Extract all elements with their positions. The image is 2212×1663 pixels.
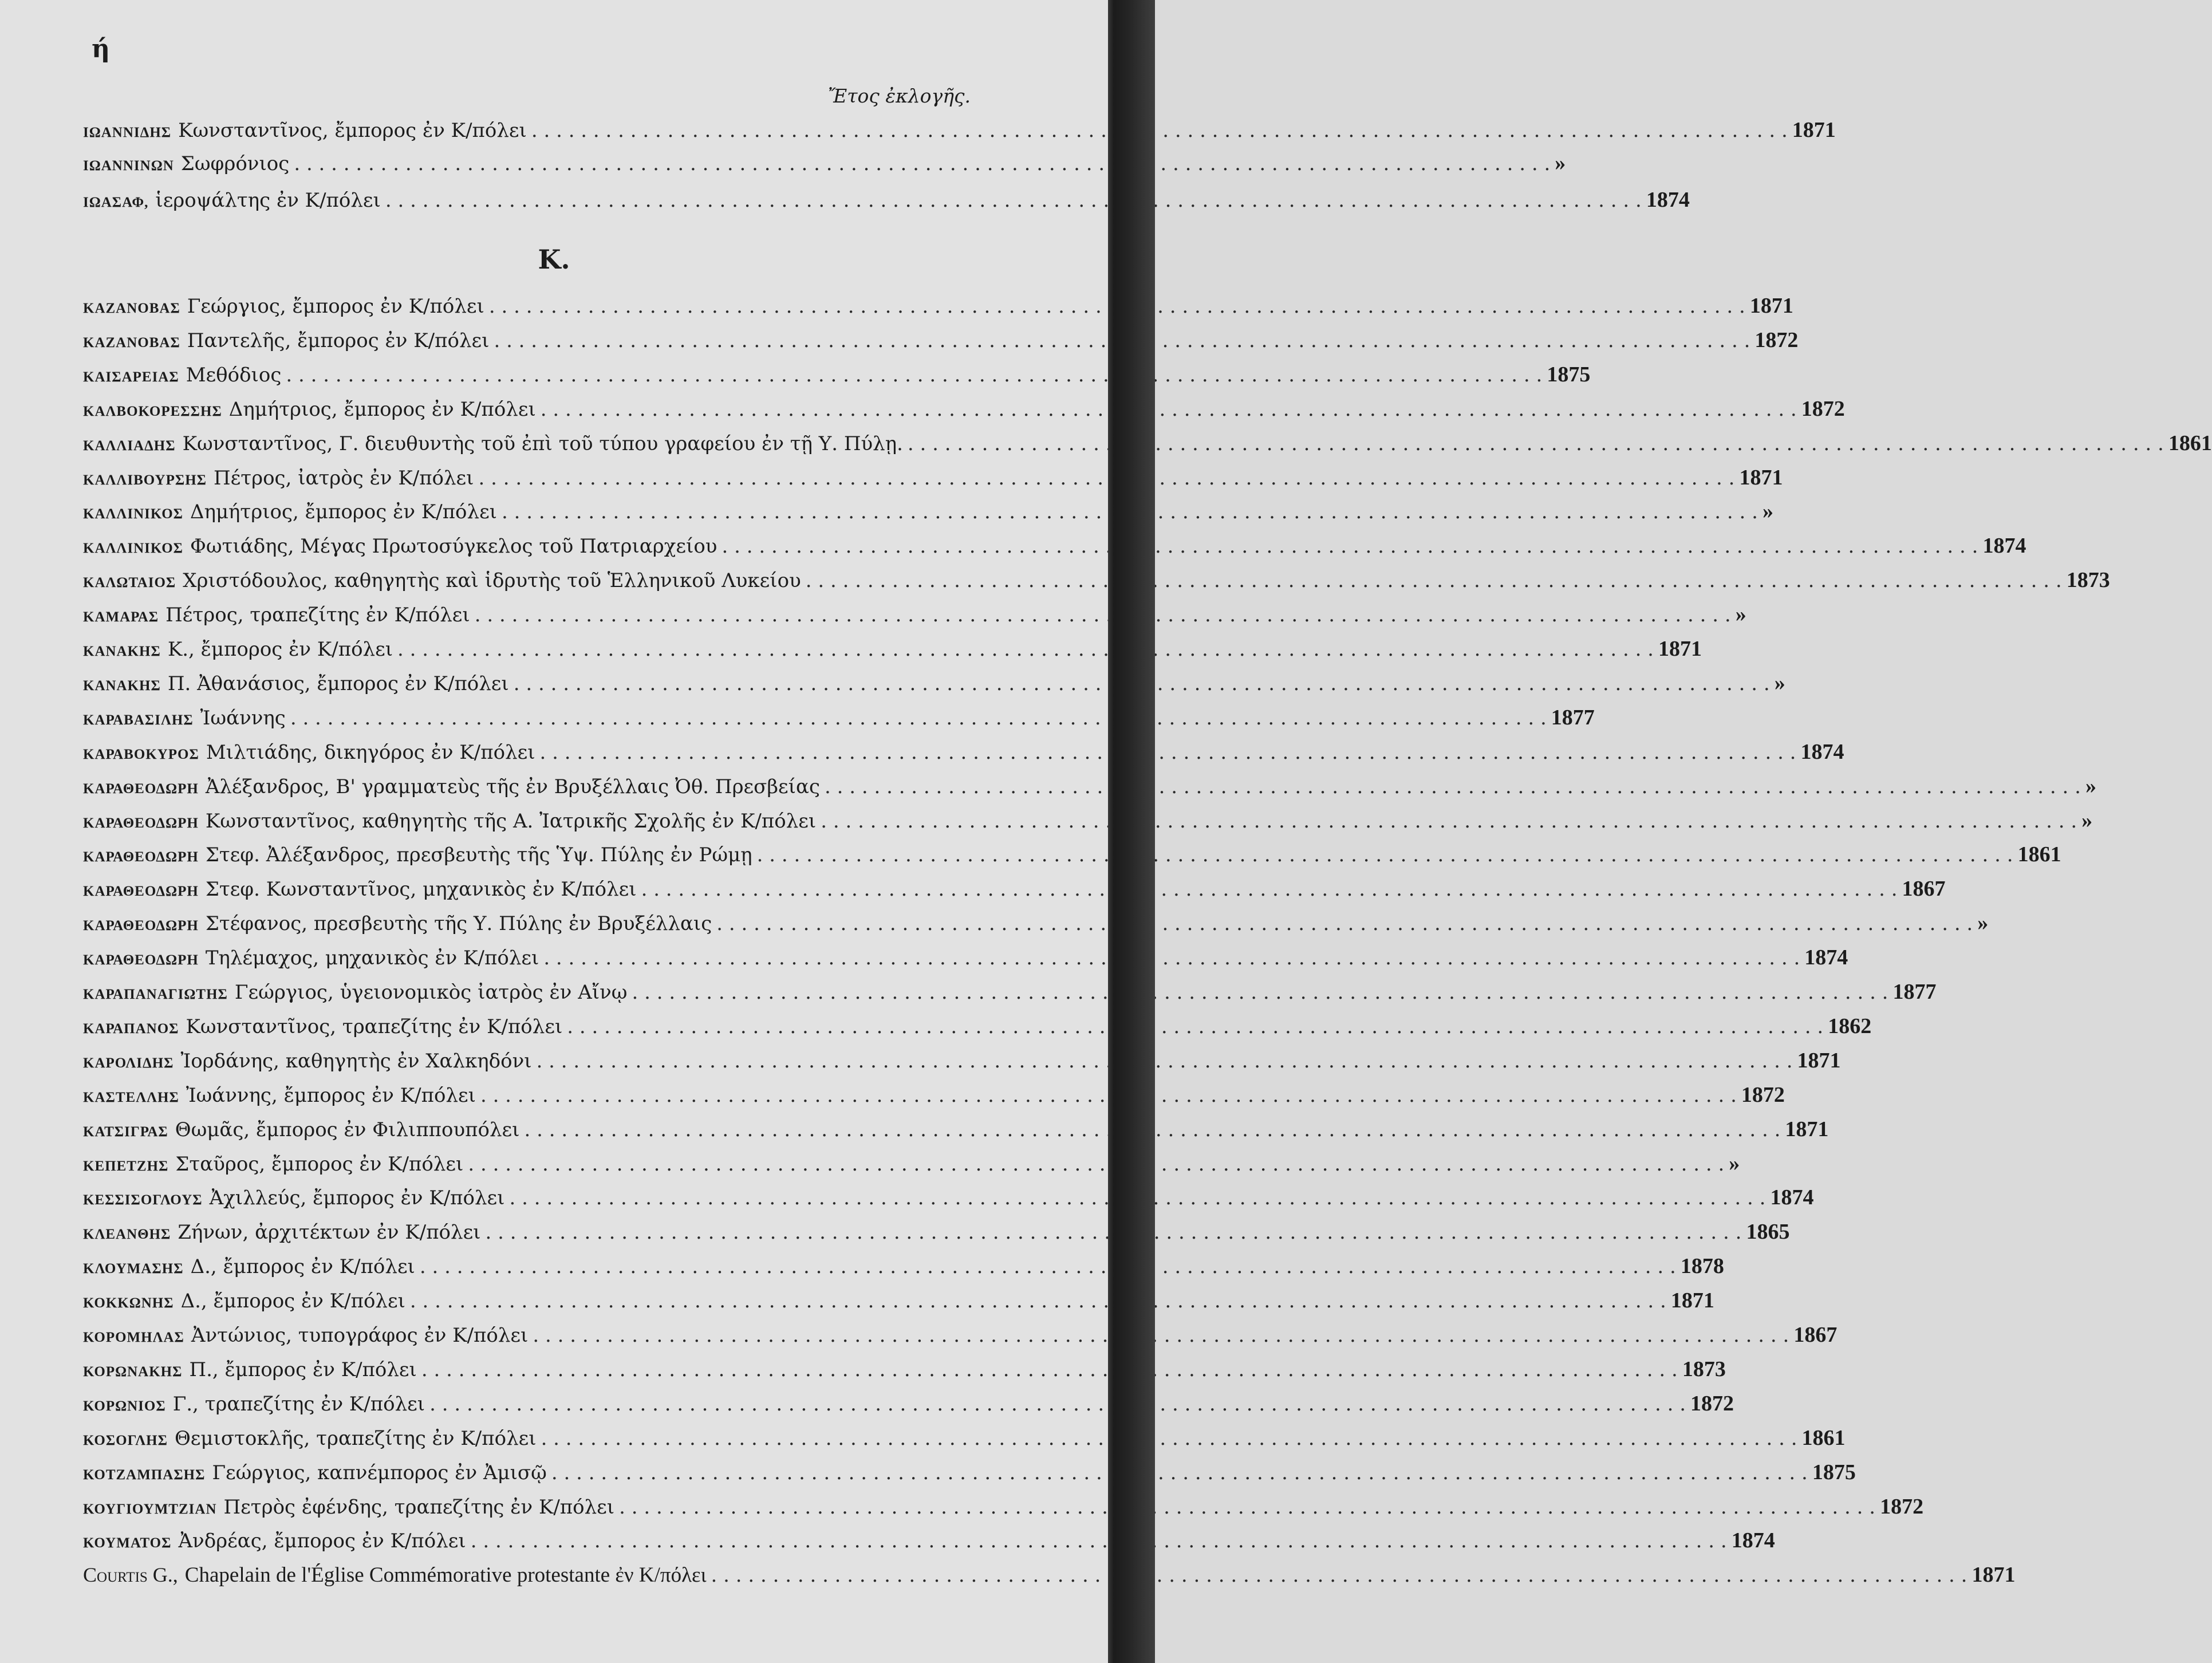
year-column-header: Ἔτος ἐκλογῆς. [828, 85, 971, 107]
entry-description: Στεφ. Κωνσταντῖνος, μηχανικὸς ἐν Κ/πόλει [205, 878, 637, 901]
dot-leader [429, 1393, 1686, 1416]
list-item [83, 117, 1836, 146]
dot-leader [290, 707, 1547, 730]
entry-description: Πέτρος, τραπεζίτης ἐν Κ/πόλει [165, 604, 470, 627]
entry-surname: ΙΩΑΝΝΙΔΗΣ [83, 125, 172, 140]
entry-surname: ΚΟΚΚΩΝΗΣ [83, 1295, 174, 1311]
entry-election-year: 1871 [1658, 637, 1702, 661]
entry-description: Μιλτιάδης, δικηγόρος ἐν Κ/πόλει [206, 740, 535, 764]
entry-election-year: 1871 [1739, 465, 1783, 490]
dot-leader [632, 981, 1888, 1004]
dot-leader [471, 1530, 1727, 1552]
list-item [83, 842, 2061, 870]
dot-leader [468, 1153, 1724, 1176]
list-item [83, 499, 1773, 527]
entry-surname: ΚΑΛΛΙΝΙΚΟΣ [83, 506, 184, 522]
list-item [83, 1460, 1856, 1488]
entry-surname: ΚΑΖΑΝΟΒΑΣ [83, 301, 180, 316]
entry-election-year: 1871 [1797, 1048, 1841, 1073]
entry-description: Κωνσταντῖνος, Γ. διευθυντὴς τοῦ ἐπὶ τοῦ τύπου γραφείου ἐν τῇ Υ. Πύλῃ. [182, 432, 903, 455]
entry-election-year: 1877 [1892, 980, 1937, 1004]
list-item [83, 1528, 1775, 1556]
entry-surname: ΚΑΡΟΛΙΔΗΣ [83, 1055, 174, 1071]
entry-election-year: 1874 [1770, 1185, 1814, 1210]
entry-election-year: » [2085, 774, 2096, 798]
entry-description: Κωνσταντῖνος, ἔμπορος ἐν Κ/πόλει [178, 119, 527, 142]
entry-election-year: 1872 [1801, 396, 1845, 421]
dot-leader [567, 1015, 1823, 1038]
entry-surname: ΚΕΠΕΤΖΗΣ [83, 1158, 169, 1174]
entry-description: Π., ἔμπορος ἐν Κ/πόλει [189, 1358, 417, 1381]
list-item [83, 602, 1746, 630]
page-number: ή [92, 34, 110, 64]
entry-surname: ΚΑΖΑΝΟΒΑΣ [83, 334, 180, 350]
entry-surname: ΚΑΤΣΙΓΡΑΣ [83, 1124, 168, 1140]
list-item [83, 1151, 1740, 1180]
entry-surname: ΚΟΡΩΝΑΚΗΣ [83, 1363, 183, 1380]
entry-surname: ΚΑΛΛΙΒΟΥΡΣΗΣ [83, 472, 207, 488]
list-item [83, 1014, 1872, 1042]
entry-election-year: 1871 [1785, 1117, 1829, 1141]
dot-leader [421, 1358, 1678, 1381]
list-item [83, 876, 1946, 905]
entry-surname: ΚΑΙΣΑΡΕΙΑΣ [83, 369, 179, 385]
dot-leader [533, 1324, 1789, 1347]
entry-election-year: 1871 [1670, 1288, 1714, 1313]
list-item [83, 1219, 1790, 1248]
dot-leader [711, 1564, 1967, 1587]
dot-leader [908, 432, 2164, 455]
dot-leader [641, 878, 1898, 901]
entry-election-year: 1872 [1690, 1391, 1734, 1416]
list-item [83, 151, 1566, 179]
entry-election-year: » [1774, 671, 1785, 695]
dot-leader [537, 1050, 1793, 1073]
entry-description: Γεώργιος, ὑγειονομικὸς ἰατρὸς ἐν Αἴνῳ [234, 981, 628, 1004]
entry-election-year: 1875 [1547, 362, 1591, 387]
entry-description: Κωνσταντῖνος, καθηγητὴς τῆς Α. Ἰατρικῆς Σχολῆς ἐν Κ/πόλει [205, 809, 817, 833]
entry-surname: ΚΑΣΤΕΛΛΗΣ [83, 1089, 179, 1105]
entry-surname: ΚΑΡΑΘΕΟΔΩΡΗ [83, 952, 199, 968]
dot-leader [821, 810, 2077, 833]
list-item [83, 1425, 1846, 1454]
entry-election-year: 1874 [1800, 739, 1844, 764]
dot-leader [479, 467, 1735, 490]
dot-leader [385, 189, 1642, 212]
entry-surname: ΚΑΜΑΡΑΣ [83, 609, 159, 625]
entry-election-year: 1872 [1880, 1494, 1924, 1519]
list-item [83, 431, 2212, 459]
list-item [83, 636, 1702, 665]
list-item [83, 979, 1937, 1008]
entry-description: Γεώργιος, ἔμπορος ἐν Κ/πόλει [187, 295, 484, 318]
dot-leader [806, 569, 2062, 592]
entry-surname: ΙΩΑΝΝΙΝΩΝ [83, 158, 174, 174]
entry-description: Στεφ. Ἀλέξανδρος, πρεσβευτὴς τῆς Ὑψ. Πύλης ἐν Ρώμῃ [205, 844, 752, 867]
entry-election-year: 1861 [1801, 1425, 1846, 1450]
entry-description: Πετρὸς ἐφένδης, τραπεζίτης ἐν Κ/πόλει [223, 1495, 615, 1519]
entry-surname: ΚΑΡΑΘΕΟΔΩΡΗ [83, 884, 199, 900]
list-item [83, 671, 1785, 699]
entry-election-year: 1874 [1804, 945, 1848, 970]
entry-election-year: 1867 [1793, 1323, 1838, 1347]
entry-description: Ἀνδρέας, ἔμπορος ἐν Κ/πόλει [178, 1530, 466, 1553]
dot-leader [294, 152, 1550, 175]
entry-election-year: 1875 [1812, 1460, 1856, 1484]
entry-election-year: 1872 [1754, 328, 1799, 352]
dot-leader [757, 844, 2013, 866]
entry-description: Ἰωάννης, ἔμπορος ἐν Κ/πόλει [186, 1083, 476, 1107]
entry-surname: ΙΩΑΣΑΦ, [83, 195, 149, 210]
entry-election-year: 1861 [2017, 842, 2061, 867]
list-item [83, 774, 2096, 802]
list-item [83, 533, 2026, 562]
dot-leader [420, 1255, 1676, 1278]
entry-description: Ἰορδάνης, καθηγητὴς ἐν Χαλκηδόνι [180, 1049, 532, 1073]
book-gutter [1108, 0, 1155, 1663]
entry-surname: ΚΑΛΛΙΑΔΗΣ [83, 438, 176, 454]
entry-election-year: 1873 [1682, 1357, 1726, 1381]
entry-surname: ΚΑΡΑΘΕΟΔΩΡΗ [83, 849, 199, 865]
list-item [83, 1254, 1724, 1282]
list-item [83, 1117, 1829, 1145]
entry-surname: ΚΛΕΑΝΘΗΣ [83, 1227, 171, 1243]
list-item [83, 1357, 1726, 1385]
entry-surname: Courtis G., [83, 1563, 178, 1587]
dot-leader [286, 364, 1542, 387]
entry-surname: ΚΑΡΑΘΕΟΔΩΡΗ [83, 781, 199, 797]
section-letter-heading: Κ. [538, 244, 570, 275]
dot-leader [410, 1290, 1666, 1313]
entry-election-year: 1862 [1828, 1014, 1872, 1038]
entry-description: Ζήνων, ἀρχιτέκτων ἐν Κ/πόλει [178, 1221, 481, 1244]
list-item [83, 1562, 2016, 1591]
entry-election-year: 1867 [1902, 877, 1946, 901]
list-item [83, 945, 1848, 974]
list-item [83, 396, 1845, 425]
entry-description: Παντελῆς, ἔμπορος ἐν Κ/πόλει [187, 329, 490, 352]
dot-leader [540, 741, 1796, 764]
list-item [83, 568, 2110, 596]
entry-description: Στέφανος, πρεσβευτὴς τῆς Υ. Πύλης ἐν Βρυξέλλαις [205, 912, 712, 936]
entry-election-year: 1861 [2168, 431, 2212, 455]
entry-surname: ΚΑΛΒΟΚΟΡΕΣΣΗΣ [83, 403, 222, 419]
entry-election-year: 1878 [1680, 1254, 1724, 1279]
dot-leader [551, 1461, 1808, 1484]
entry-surname: ΚΛΟΥΜΑΣΗΣ [83, 1261, 184, 1277]
entry-description: Ἰωάννης [200, 706, 286, 730]
entry-description: Ἀχιλλεύς, ἔμπορος ἐν Κ/πόλει [209, 1187, 505, 1210]
dot-leader [475, 604, 1731, 626]
entry-surname: ΚΟΡΩΝΙΟΣ [83, 1398, 166, 1414]
list-item [83, 705, 1595, 734]
entry-election-year: 1874 [1646, 188, 1690, 212]
list-item [83, 1391, 1734, 1420]
entry-description: Θεμιστοκλῆς, τραπεζίτης ἐν Κ/πόλει [174, 1426, 537, 1450]
entry-description: Γεώργιος, καπνέμπορος ἐν Ἀμισῷ [212, 1461, 547, 1484]
list-item [83, 1048, 1841, 1077]
entry-description: Τηλέμαχος, μηχανικὸς ἐν Κ/πόλει [205, 947, 539, 970]
list-item [83, 293, 1793, 322]
list-item [83, 1288, 1714, 1317]
entry-description: Κωνσταντῖνος, τραπεζίτης ἐν Κ/πόλει [186, 1015, 563, 1038]
entry-surname: ΚΟΡΟΜΗΛΑΣ [83, 1330, 184, 1345]
list-item [83, 465, 1783, 494]
dot-leader [721, 535, 1978, 558]
list-item [83, 362, 1591, 391]
entry-election-year: » [1729, 1151, 1740, 1176]
entry-election-year: » [2081, 808, 2093, 833]
entry-description: Ἀντώνιος, τυπογράφος ἐν Κ/πόλει [191, 1324, 529, 1347]
entry-description: Π. Ἀθανάσιος, ἔμπορος ἐν Κ/πόλει [167, 672, 509, 695]
entry-description: Chapelain de l'Église Commémorative protestante ἐν Κ/πόλει [184, 1563, 707, 1587]
entry-description: ἱεροψάλτης ἐν Κ/πόλει [155, 189, 381, 212]
entry-description: Θωμᾶς, ἔμπορος ἐν Φιλιππουπόλει [175, 1118, 520, 1141]
dot-leader [543, 947, 1800, 970]
entry-election-year: » [1555, 151, 1566, 175]
entry-surname: ΚΕΣΣΙΣΟΓΛΟΥΣ [83, 1192, 203, 1208]
entry-description: Ἀλέξανδρος, Β' γραμματεὺς τῆς ἐν Βρυξέλλαις Ὀθ. Πρεσβείας [205, 775, 820, 798]
entry-surname: ΚΑΛΛΙΝΙΚΟΣ [83, 541, 184, 557]
entry-election-year: » [1735, 602, 1746, 627]
entry-election-year: 1877 [1551, 705, 1595, 730]
list-item [83, 187, 1690, 216]
dot-leader [541, 1427, 1797, 1450]
entry-election-year: 1871 [1792, 118, 1836, 142]
entry-election-year: 1874 [1982, 534, 2026, 558]
entry-surname: ΚΑΝΑΚΗΣ [83, 644, 161, 659]
entry-surname: ΚΑΝΑΚΗΣ [83, 677, 161, 693]
entry-election-year: 1871 [1749, 294, 1793, 318]
entry-surname: ΚΑΛΩΤΑΙΟΣ [83, 575, 176, 591]
entry-description: Σταῦρος, ἔμπορος ἐν Κ/πόλει [175, 1152, 464, 1176]
entry-election-year: 1865 [1746, 1220, 1790, 1244]
entry-description: Μεθόδιος [186, 363, 282, 387]
entry-surname: ΚΟΣΟΓΛΗΣ [83, 1432, 168, 1448]
entry-description: Κ., ἔμπορος ἐν Κ/πόλει [167, 638, 393, 661]
entry-description: Χριστόδουλος, καθηγητὴς καὶ ἱδρυτὴς τοῦ Ἑλληνικοῦ Λυκείου [183, 569, 801, 593]
entry-description: Πέτρος, ἰατρὸς ἐν Κ/πόλει [214, 466, 474, 490]
list-item [83, 739, 1844, 768]
dot-leader [825, 775, 2081, 798]
list-item [83, 328, 1799, 356]
entry-description: Σωφρόνιος [180, 152, 290, 175]
entry-description: Δημήτριος, ἔμπορος ἐν Κ/πόλει [228, 397, 536, 421]
list-item [83, 808, 2093, 837]
entry-surname: ΚΑΡΑΠΑΝΟΣ [83, 1020, 179, 1037]
entry-description: Φωτιάδης, Μέγας Πρωτοσύγκελος τοῦ Πατριαρχείου [190, 535, 717, 558]
entry-election-year: 1872 [1741, 1082, 1785, 1107]
entry-election-year: » [1977, 911, 1989, 936]
entry-surname: ΚΑΡΑΠΑΝΑΓΙΩΤΗΣ [83, 987, 228, 1002]
entry-election-year: » [1762, 499, 1773, 524]
dot-leader [397, 638, 1654, 661]
entry-description: Δ., ἔμπορος ἐν Κ/πόλει [180, 1290, 405, 1313]
list-item [83, 1322, 1838, 1351]
dot-leader [716, 912, 1973, 935]
entry-surname: ΚΑΡΑΘΕΟΔΩΡΗ [83, 918, 199, 934]
entry-election-year: 1871 [1972, 1563, 2016, 1587]
entry-surname: ΚΑΡΑΒΟΚΥΡΟΣ [83, 746, 199, 762]
dot-leader [531, 119, 1788, 142]
entry-surname: ΚΑΡΑΘΕΟΔΩΡΗ [83, 815, 199, 831]
list-item [83, 1494, 1924, 1523]
entry-surname: ΚΑΡΑΒΑΣΙΛΗΣ [83, 712, 194, 728]
list-item [83, 911, 1989, 939]
entry-surname: ΚΟΤΖΑΜΠΑΣΗΣ [83, 1467, 206, 1483]
list-item [83, 1082, 1785, 1111]
entry-election-year: 1873 [2066, 568, 2110, 593]
dot-leader [541, 398, 1797, 421]
dot-leader [619, 1496, 1875, 1519]
entry-election-year: 1874 [1731, 1528, 1775, 1553]
entry-description: Γ., τραπεζίτης ἐν Κ/πόλει [172, 1392, 425, 1416]
entry-description: Δ., ἔμπορος ἐν Κ/πόλει [190, 1255, 415, 1279]
entry-description: Δημήτριος, ἔμπορος ἐν Κ/πόλει [190, 501, 498, 524]
entry-surname: ΚΟΥΓΙΟΥΜΤΖΙΑΝ [83, 1501, 217, 1517]
list-item [83, 1185, 1814, 1213]
entry-surname: ΚΟΥΜΑΤΟΣ [83, 1535, 172, 1551]
